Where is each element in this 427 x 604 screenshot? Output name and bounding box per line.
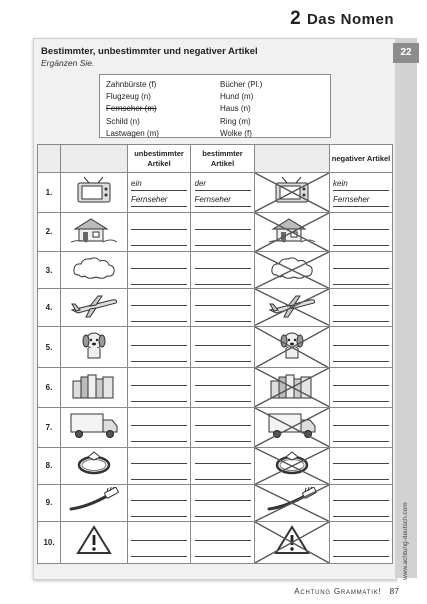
answer-indefinite[interactable] — [128, 522, 191, 564]
answer-line[interactable] — [195, 528, 251, 541]
exercise-instruction: Ergänzen Sie. — [41, 58, 95, 68]
word-item: Hund (m) — [220, 92, 254, 102]
picture-cell — [61, 212, 128, 252]
answer-line[interactable] — [333, 528, 389, 541]
word-item: Haus (n) — [220, 104, 251, 114]
header-crossed-picture — [255, 145, 330, 173]
answer-line[interactable] — [195, 429, 251, 442]
answer-line[interactable]: Fernseher — [333, 194, 389, 207]
row-number: 9. — [38, 484, 61, 521]
answer-negative[interactable] — [330, 447, 393, 484]
exercise-title: Bestimmter, unbestimmter und negativer Artikel — [41, 46, 258, 57]
chapter-header — [0, 0, 427, 38]
answer-line[interactable] — [333, 333, 389, 346]
answer-line[interactable] — [131, 429, 187, 442]
exercise-number-badge: 22 — [393, 43, 419, 63]
picture-cell — [61, 289, 128, 326]
table-row — [38, 252, 393, 289]
answer-line[interactable] — [195, 451, 251, 464]
answer-indefinite[interactable] — [128, 326, 191, 368]
cross-out-mark — [255, 173, 329, 212]
answer-indefinite[interactable] — [128, 212, 191, 252]
answer-line[interactable]: Fernseher — [131, 194, 187, 207]
answer-line[interactable] — [131, 528, 187, 541]
house-icon — [69, 215, 119, 248]
airplane-icon — [68, 292, 120, 323]
header-picture — [61, 145, 128, 173]
page-footer — [294, 586, 399, 596]
row-number: 3. — [38, 252, 61, 289]
picture-cell — [61, 408, 128, 448]
answer-line[interactable] — [333, 349, 389, 362]
book-title: Achtung Grammatik! — [294, 587, 382, 596]
word-item: Flugzeug (n) — [106, 92, 151, 102]
answer-line[interactable] — [195, 349, 251, 362]
row-number: 2. — [38, 212, 61, 252]
answer-line[interactable] — [131, 504, 187, 517]
answer-negative[interactable] — [330, 522, 393, 564]
word-item: Zahnbürste (f) — [106, 80, 157, 89]
answer-line[interactable] — [333, 488, 389, 501]
warning-sign-icon — [76, 525, 112, 560]
answer-line[interactable] — [195, 504, 251, 517]
answer-line[interactable] — [195, 544, 251, 557]
answer-line[interactable] — [195, 256, 251, 269]
answer-indefinite[interactable] — [128, 368, 191, 408]
cross-out-mark — [255, 368, 329, 407]
picture-cell — [61, 326, 128, 368]
header-definite: bestimmter Artikel — [191, 145, 255, 173]
word-box — [99, 74, 331, 138]
answer-line[interactable] — [131, 256, 187, 269]
answer-line[interactable] — [195, 389, 251, 402]
answer-line[interactable] — [131, 373, 187, 386]
picture-cell — [61, 252, 128, 289]
crossed-picture-cell — [255, 173, 330, 213]
page-number: 87 — [389, 586, 399, 596]
answer-line[interactable] — [131, 217, 187, 230]
row-number: 8. — [38, 447, 61, 484]
table-row — [38, 447, 393, 484]
cloud-icon — [71, 255, 117, 286]
answer-line[interactable] — [195, 467, 251, 480]
answer-line[interactable] — [195, 373, 251, 386]
answer-indefinite[interactable] — [128, 408, 191, 448]
crossed-picture-cell — [255, 212, 330, 252]
crossed-picture-cell — [255, 447, 330, 484]
answer-line[interactable] — [131, 488, 187, 501]
answer-negative[interactable] — [330, 408, 393, 448]
answer-line[interactable] — [333, 233, 389, 246]
answer-indefinite[interactable] — [128, 447, 191, 484]
answer-line[interactable] — [195, 272, 251, 285]
answer-negative[interactable] — [330, 212, 393, 252]
cross-out-mark — [255, 522, 329, 563]
answer-line[interactable] — [131, 333, 187, 346]
word-item: Ring (m) — [220, 116, 251, 126]
answer-negative[interactable] — [330, 173, 393, 213]
picture-cell — [61, 447, 128, 484]
answer-line[interactable] — [333, 544, 389, 557]
crossed-picture-cell — [255, 522, 330, 564]
answer-line[interactable]: kein — [333, 178, 389, 191]
tv-icon — [74, 176, 114, 209]
picture-cell — [61, 368, 128, 408]
answer-line[interactable] — [195, 293, 251, 306]
answer-negative[interactable] — [330, 326, 393, 368]
row-number: 6. — [38, 368, 61, 408]
cross-out-mark — [255, 289, 329, 325]
word-item: Schild (n) — [106, 116, 140, 126]
cross-out-mark — [255, 327, 329, 368]
answer-definite[interactable] — [191, 522, 255, 564]
answer-line[interactable] — [131, 233, 187, 246]
answer-line[interactable] — [333, 272, 389, 285]
answer-line[interactable] — [333, 467, 389, 480]
ring-icon — [74, 450, 114, 481]
crossed-picture-cell — [255, 289, 330, 326]
answer-line[interactable] — [333, 293, 389, 306]
crossed-picture-cell — [255, 368, 330, 408]
word-item-crossed-out: Fernseher (m) — [106, 104, 157, 114]
picture-cell — [61, 522, 128, 564]
truck-icon — [69, 411, 119, 444]
answer-line[interactable] — [131, 413, 187, 426]
answer-line[interactable] — [195, 413, 251, 426]
answer-indefinite[interactable] — [128, 484, 191, 521]
answer-definite[interactable] — [191, 289, 255, 326]
answer-line[interactable] — [333, 373, 389, 386]
answer-line[interactable] — [195, 233, 251, 246]
word-item: Bücher (Pl.) — [220, 80, 263, 89]
table-row — [38, 368, 393, 408]
answer-line[interactable] — [195, 333, 251, 346]
answer-definite[interactable] — [191, 252, 255, 289]
answer-line[interactable] — [131, 451, 187, 464]
row-number: 10. — [38, 522, 61, 564]
table-row — [38, 326, 393, 368]
answer-line[interactable] — [131, 293, 187, 306]
word-item: Lastwagen (m) — [106, 128, 159, 138]
table-row — [38, 212, 393, 252]
table-row — [38, 408, 393, 448]
answer-line[interactable] — [333, 504, 389, 517]
toothbrush-icon — [67, 487, 121, 518]
table-row — [38, 484, 393, 521]
crossed-picture-cell — [255, 484, 330, 521]
cross-out-mark — [255, 252, 329, 288]
table-row — [38, 522, 393, 564]
answer-negative[interactable] — [330, 368, 393, 408]
answer-definite[interactable] — [191, 326, 255, 368]
side-tab — [395, 38, 417, 578]
row-number: 7. — [38, 408, 61, 448]
header-indefinite: unbestimmter Artikel — [128, 145, 191, 173]
answer-line[interactable] — [333, 389, 389, 402]
answer-line[interactable]: Fernseher — [195, 194, 251, 207]
cross-out-mark — [255, 485, 329, 521]
answer-line[interactable] — [131, 309, 187, 322]
answer-indefinite[interactable] — [128, 252, 191, 289]
answer-line[interactable]: ein — [131, 178, 187, 191]
answer-definite[interactable] — [191, 408, 255, 448]
answer-definite[interactable] — [191, 212, 255, 252]
row-number: 4. — [38, 289, 61, 326]
answer-definite[interactable] — [191, 173, 255, 213]
answer-line[interactable] — [131, 467, 187, 480]
answer-line[interactable] — [333, 217, 389, 230]
cross-out-mark — [255, 408, 329, 447]
table-row — [38, 289, 393, 326]
answer-indefinite[interactable] — [128, 173, 191, 213]
answer-definite[interactable] — [191, 447, 255, 484]
cross-out-mark — [255, 213, 329, 252]
chapter-title: 2 Das Nomen — [290, 8, 394, 29]
answer-definite[interactable] — [191, 368, 255, 408]
crossed-picture-cell — [255, 326, 330, 368]
crossed-picture-cell — [255, 252, 330, 289]
word-list-right — [220, 79, 262, 140]
answer-line[interactable] — [131, 544, 187, 557]
row-number: 5. — [38, 326, 61, 368]
article-table — [37, 144, 393, 564]
answer-definite[interactable] — [191, 484, 255, 521]
answer-line[interactable] — [333, 451, 389, 464]
answer-line[interactable] — [195, 217, 251, 230]
answer-negative[interactable] — [330, 484, 393, 521]
picture-cell — [61, 173, 128, 213]
answer-line[interactable] — [333, 256, 389, 269]
table-row — [38, 173, 393, 213]
header-num — [38, 145, 61, 173]
answer-line[interactable] — [333, 413, 389, 426]
answer-negative[interactable] — [330, 252, 393, 289]
row-number: 1. — [38, 173, 61, 213]
answer-negative[interactable] — [330, 289, 393, 326]
header-negative: negativer Artikel — [330, 145, 393, 173]
answer-indefinite[interactable] — [128, 289, 191, 326]
answer-line[interactable] — [131, 389, 187, 402]
website-url: www.achtung-deutsch.com — [402, 502, 409, 580]
picture-cell — [61, 484, 128, 521]
answer-line[interactable] — [333, 309, 389, 322]
answer-line[interactable] — [195, 488, 251, 501]
dog-icon — [79, 330, 109, 365]
answer-line[interactable] — [195, 309, 251, 322]
word-item: Wolke (f) — [220, 128, 252, 138]
answer-line[interactable] — [333, 429, 389, 442]
word-list-left — [106, 79, 159, 140]
answer-line[interactable] — [131, 272, 187, 285]
cross-out-mark — [255, 448, 329, 484]
answer-line[interactable]: der — [195, 178, 251, 191]
books-icon — [71, 371, 117, 404]
crossed-picture-cell — [255, 408, 330, 448]
answer-line[interactable] — [131, 349, 187, 362]
